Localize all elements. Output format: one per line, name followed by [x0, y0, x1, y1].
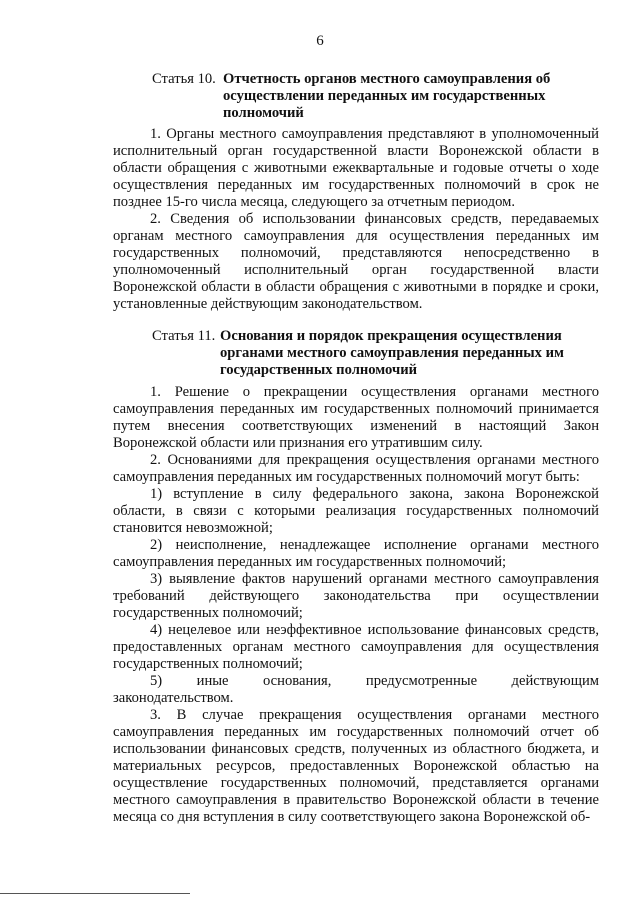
list-item: 2) неисполнение, ненадлежащее исполнение органами местного самоуправления переданных им государственных полномочий; [113, 537, 599, 570]
list-item: 4) нецелевое или неэффективное использование финансовых средств, предоставленных органам местного самоуправления для осуществления государственных полномочий; [113, 622, 599, 672]
list-item: 1) вступление в силу федерального закона, закона Воронежской области, в связи с которыми реализация государственных полномочий становится невозможной; [113, 486, 599, 536]
paragraph: 1. Органы местного самоуправления представляют в уполномоченный исполнительный орган государственной власти Воронежской области в области обращения с животными ежеквартальные и годовые отчеты о ходе осуществления переданных им государственных полномочий в срок не позднее 15-го числа месяца, следующего за отчетным периодом. [113, 126, 599, 210]
article-10-label: Статья 10. [152, 71, 216, 87]
paragraph: 2. Основаниями для прекращения осуществления органами местного самоуправления переданных им государственных полномочий могут быть: [113, 452, 599, 485]
article-11-heading [152, 328, 602, 379]
list-item: 5) иные основания, предусмотренные действующим законодательством. [113, 673, 599, 706]
article-11-body [113, 384, 599, 826]
paragraph: 2. Сведения об использовании финансовых средств, передаваемых органам местного самоуправления для осуществления переданных им государственных полномочий, представляются непосредственно в уполномоченный исполнительный орган государственной власти Воронежской области в области обращения с животными в порядке и сроки, установленные действующим законодательством. [113, 211, 599, 312]
article-10-body [113, 126, 599, 313]
article-10-title: Отчетность органов местного самоуправления об осуществлении переданных им государственных полномочий [223, 71, 551, 121]
paragraph: 3. В случае прекращения осуществления органами местного самоуправления переданных им государственных полномочий отчет об использовании финансовых средств, полученных из областного бюджета, и материальных ресурсов, предоставленных Воронежской областью на осуществление государственных полномочий, представляется органами местного самоуправления в правительство Воронежской области в течение месяца со дня вступления в силу соответствующего закона Воронежской об- [113, 707, 599, 825]
article-11-title: Основания и порядок прекращения осуществления органами местного самоуправления переданных им государственных полномочий [220, 328, 564, 378]
page-number: 6 [316, 33, 324, 49]
list-item: 3) выявление фактов нарушений органами местного самоуправления требований действующего законодательства при осуществлении государственных полномочий; [113, 571, 599, 621]
article-10-heading [152, 71, 602, 122]
article-11-label: Статья 11. [152, 328, 216, 344]
footer-rule [0, 893, 190, 894]
paragraph: 1. Решение о прекращении осуществления органами местного самоуправления переданных им государственных полномочий принимается путем внесения соответствующих изменений в настоящий Закон Воронежской области или признания его утратившим силу. [113, 384, 599, 451]
